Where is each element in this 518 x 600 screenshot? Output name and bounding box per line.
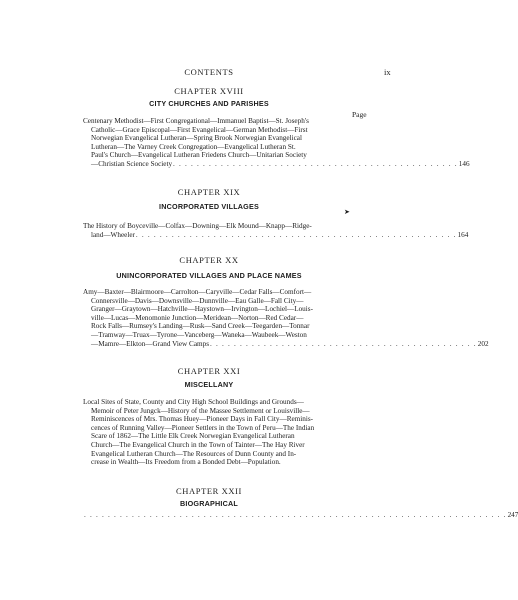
chapter-heading: CHAPTER XXI (177, 366, 241, 376)
entry-line: Reminiscences of Mrs. Thomas Huey—Pioneer Days in Fall City—Reminis- (91, 415, 314, 424)
entry-last-text: —Christian Science Society (91, 159, 173, 168)
entry-line: Granger—Graytown—Hatchville—Haystown—Irvington—Lochiel—Louis- (91, 305, 313, 314)
entry-line: Scare of 1862—The Little Elk Creek Norwegian Evangelical Lutheran (91, 432, 295, 441)
entry-line: —Tramway—Truax—Tyrone—Vanceberg—Waneka—Waubeek—Weston (91, 330, 307, 339)
entry-last-text: land—Wheeler (91, 230, 135, 239)
entry-line: Norwegian Evangelical Lutheran—Spring Brook Norwegian Evangelical (91, 134, 302, 143)
chapter-heading: CHAPTER XX (179, 255, 239, 265)
dot-leader: . . . . . . . . . . . . . . . . . . . . . . . . . . . . . . . . . . . . . . . . . . . . . . . . . . . . . . . . . . . . . . . . . . . . . . . (84, 511, 507, 519)
entry-last-text: —Mamre—Elkton—Grand View Camps (91, 339, 210, 348)
entry-line: Amy—Baxter—Blairmoore—Carrolton—Caryville—Cedar Falls—Comfort— (83, 288, 312, 296)
entry-line: The History of Boyceville—Colfax—Downing—Elk Mound—Knapp—Ridge- (83, 222, 312, 230)
entry-line: cences of Running Valley—Pioneer Settlers in the Town of Peru—The Indian (91, 423, 315, 432)
entry-last-line (83, 159, 470, 169)
entry-line: crease in Wealth—Its Freedom from a Bonded Debt—Population. (91, 458, 281, 467)
entry-last-line (83, 339, 489, 349)
entry-line: Catholic—Grace Episcopal—First Evangelical—German Methodist—First (91, 125, 308, 134)
page-column-label: Page (352, 110, 367, 119)
entry-line: Rock Falls—Rumsey's Landing—Rusk—Sand Creek—Teegarden—Tonnar (91, 322, 310, 331)
section-title: BIOGRAPHICAL (180, 499, 238, 508)
toc-entry (83, 511, 518, 520)
toc-entry (83, 288, 489, 348)
section-title: MISCELLANY (184, 380, 234, 389)
toc-entry (83, 398, 373, 467)
entry-page-number: 202 (477, 339, 489, 348)
running-header-page-number: ix (384, 67, 391, 77)
entry-line: Lutheran—The Varney Creek Congregation—Evangelical Lutheran St. (91, 142, 296, 151)
entry-last-line (83, 230, 469, 240)
section-title: CITY CHURCHES AND PARISHES (149, 99, 269, 108)
dot-leader: . . . . . . . . . . . . . . . . . . . . . . . . . . . . . . . . . . . . . . . . . . . . . . . . . . . . . . (135, 230, 457, 239)
entry-page-number: 164 (457, 230, 469, 239)
entry-line: Evangelical Lutheran Church—The Resources of Dunn County and In- (91, 449, 297, 458)
arrow-mark-icon: ➤ (344, 208, 350, 216)
entry-line: Paul's Church—Evangelical Lutheran Friedens Church—Unitarian Society (91, 151, 307, 160)
section-title: INCORPORATED VILLAGES (159, 202, 259, 211)
chapter-heading: CHAPTER XXII (176, 486, 242, 496)
toc-entry (83, 117, 470, 169)
section-title: UNINCORPORATED VILLAGES AND PLACE NAMES (116, 271, 302, 280)
chapter-heading: CHAPTER XIX (177, 187, 241, 197)
dot-leader: . . . . . . . . . . . . . . . . . . . . . . . . . . . . . . . . . . . . . . . . . . . . . . . . (173, 159, 458, 168)
entry-line: Local Sites of State, County and City High School Buildings and Grounds— (83, 398, 304, 406)
entry-line: Centenary Methodist—First Congregational—Immanuel Baptist—St. Joseph's (83, 117, 309, 125)
entry-page-number: 146 (458, 159, 470, 168)
entry-page-number: 247 (507, 511, 518, 519)
entry-line: Memoir of Peter Jungck—History of the Massee Settlement or Louisville— (91, 406, 310, 415)
entry-line: ville—Lucas—Menomonie Junction—Meridean—Norton—Red Cedar— (91, 313, 304, 322)
toc-entry (83, 222, 469, 239)
dot-leader: . . . . . . . . . . . . . . . . . . . . . . . . . . . . . . . . . . . . . . . . . . . . . (210, 339, 477, 348)
entry-line: Connersville—Davis—Downsville—Dunnville—Eau Galle—Fall City— (91, 296, 304, 305)
entry-line: Church—The Evangelical Church in the Town of Tainter—The Hay River (91, 440, 305, 449)
entry-last-line (83, 511, 518, 520)
chapter-heading: CHAPTER XVIII (174, 86, 244, 96)
running-header-title: CONTENTS (184, 67, 234, 77)
